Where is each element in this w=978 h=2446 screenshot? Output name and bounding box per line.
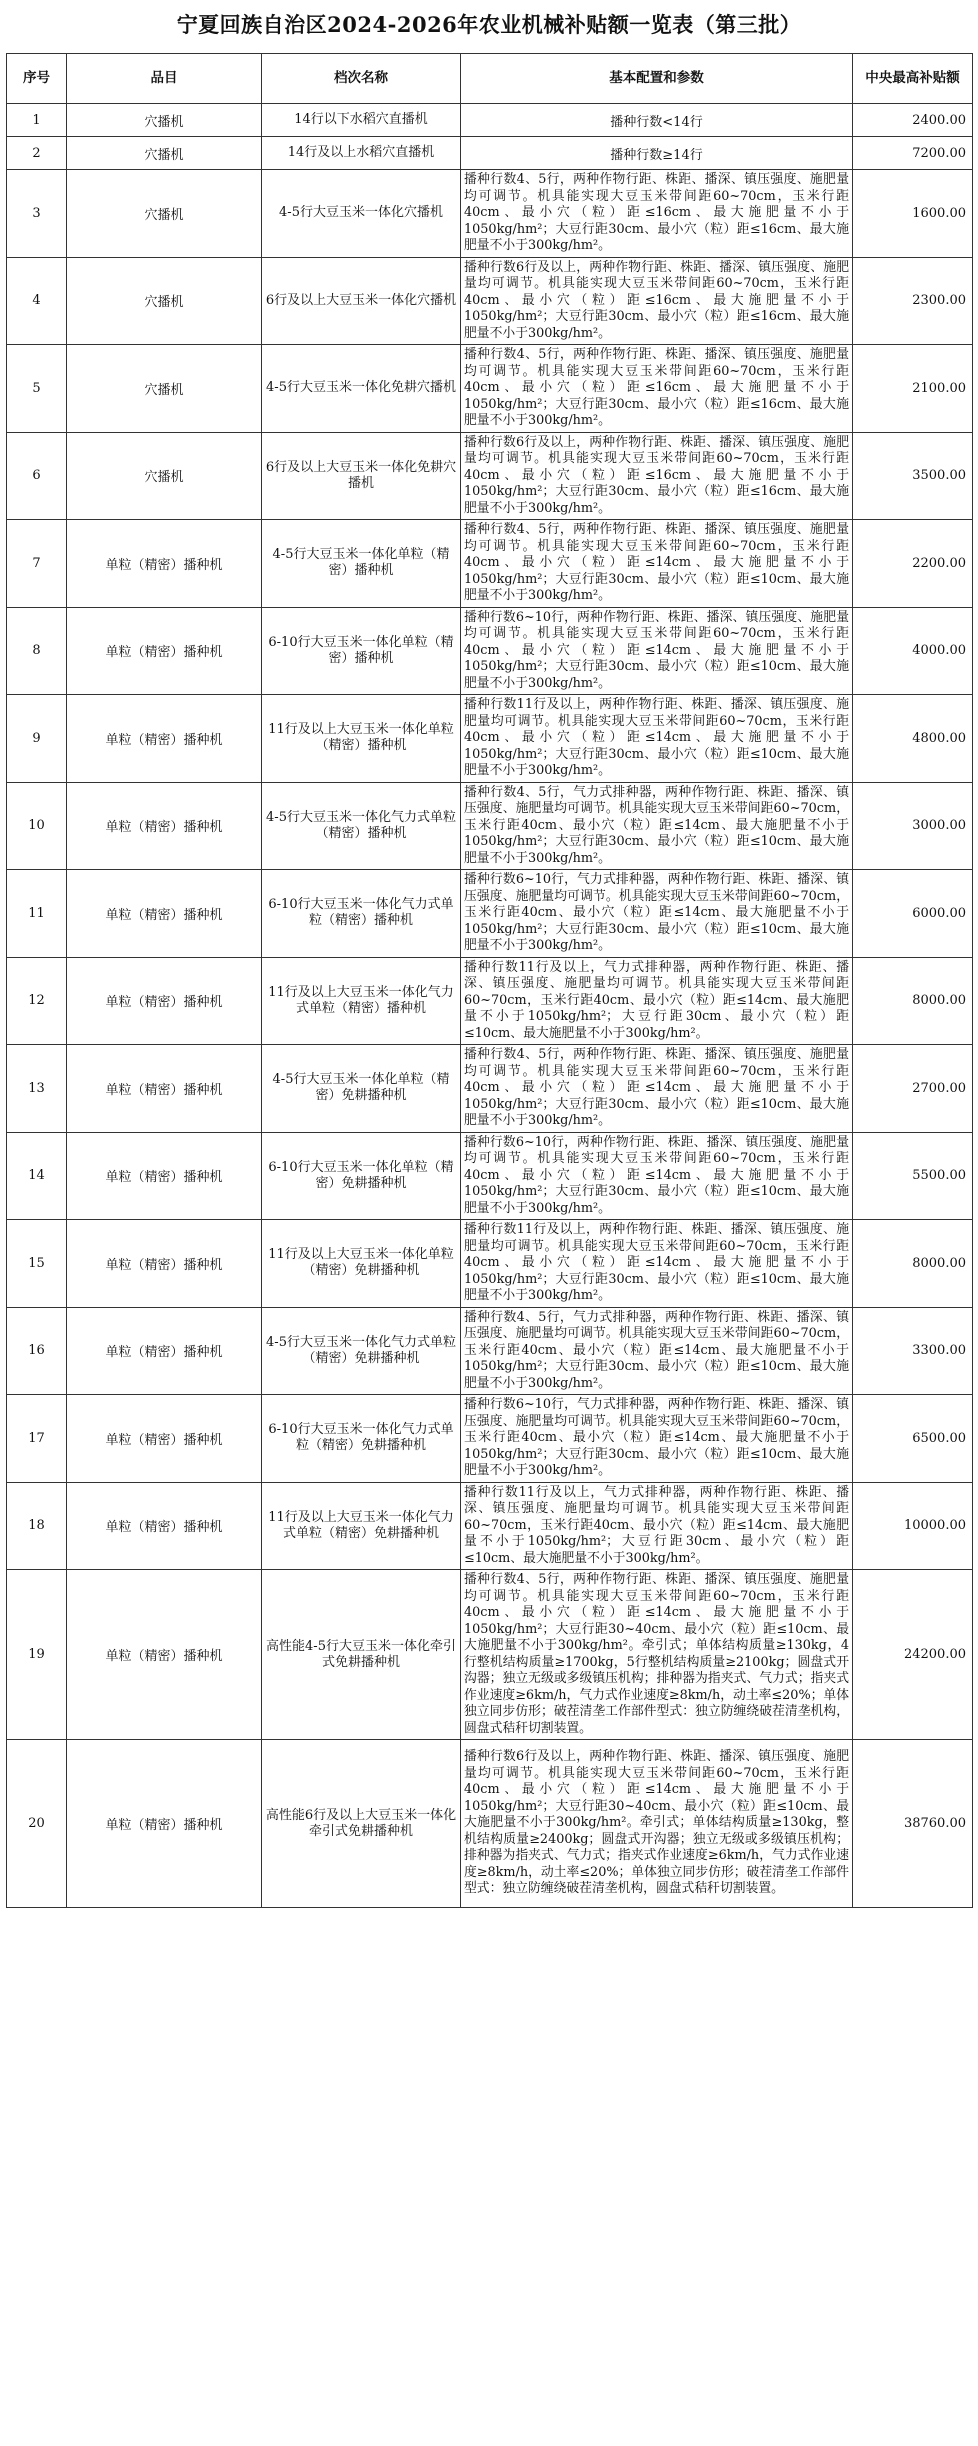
table-row — [7, 695, 973, 783]
row-amount: 8000.00 — [853, 957, 973, 1045]
row-amount: 3000.00 — [853, 782, 973, 870]
row-number: 15 — [7, 1220, 67, 1308]
row-params: 播种行数6~10行，气力式排种器，两种作物行距、株距、播深、镇压强度、施肥量均可调节。机具能实现大豆玉米带间距60~70cm，玉米行距40cm、最小穴（粒）距≤14cm、最大施肥量不小于1050kg/hm²；大豆行距30cm、最小穴（粒）距≤10cm、最大施肥量不小于300kg/hm²。 — [461, 870, 853, 958]
row-number: 9 — [7, 695, 67, 783]
table-row — [7, 870, 973, 958]
row-amount: 4800.00 — [853, 695, 973, 783]
row-grade: 6-10行大豆玉米一体化单粒（精密）免耕播种机 — [262, 1132, 461, 1220]
row-item: 单粒（精密）播种机 — [67, 1220, 262, 1308]
row-grade: 4-5行大豆玉米一体化穴播机 — [262, 170, 461, 258]
row-params: 播种行数6行及以上，两种作物行距、株距、播深、镇压强度、施肥量均可调节。机具能实现大豆玉米带间距60~70cm，玉米行距40cm、最小穴（粒）距≤16cm、最大施肥量不小于1050kg/hm²；大豆行距30cm、最小穴（粒）距≤16cm、最大施肥量不小于300kg/hm²。 — [461, 257, 853, 345]
table-row — [7, 257, 973, 345]
row-number: 7 — [7, 520, 67, 608]
row-amount: 2200.00 — [853, 520, 973, 608]
table-row — [7, 1045, 973, 1133]
row-params: 播种行数4、5行，气力式排种器，两种作物行距、株距、播深、镇压强度、施肥量均可调节。机具能实现大豆玉米带间距60~70cm，玉米行距40cm、最小穴（粒）距≤14cm、最大施肥量不小于1050kg/hm²；大豆行距30cm、最小穴（粒）距≤10cm、最大施肥量不小于300kg/hm²。 — [461, 782, 853, 870]
row-number: 4 — [7, 257, 67, 345]
table-row — [7, 170, 973, 258]
row-params: 播种行数6~10行，两种作物行距、株距、播深、镇压强度、施肥量均可调节。机具能实现大豆玉米带间距60~70cm，玉米行距40cm、最小穴（粒）距≤14cm、最大施肥量不小于1050kg/hm²；大豆行距30cm、最小穴（粒）距≤10cm、最大施肥量不小于300kg/hm²。 — [461, 607, 853, 695]
row-item: 穴播机 — [67, 257, 262, 345]
row-grade: 6-10行大豆玉米一体化气力式单粒（精密）播种机 — [262, 870, 461, 958]
row-item: 单粒（精密）播种机 — [67, 957, 262, 1045]
row-grade: 4-5行大豆玉米一体化免耕穴播机 — [262, 345, 461, 433]
table-row — [7, 1220, 973, 1308]
row-item: 穴播机 — [67, 137, 262, 170]
row-grade: 14行及以上水稻穴直播机 — [262, 137, 461, 170]
row-params: 播种行数≥14行 — [461, 137, 853, 170]
row-grade: 11行及以上大豆玉米一体化单粒（精密）播种机 — [262, 695, 461, 783]
row-number: 11 — [7, 870, 67, 958]
row-number: 8 — [7, 607, 67, 695]
row-amount: 6500.00 — [853, 1395, 973, 1483]
row-item: 单粒（精密）播种机 — [67, 1570, 262, 1740]
row-number: 10 — [7, 782, 67, 870]
row-grade: 6-10行大豆玉米一体化单粒（精密）播种机 — [262, 607, 461, 695]
row-params: 播种行数<14行 — [461, 104, 853, 137]
row-number: 14 — [7, 1132, 67, 1220]
row-grade: 6行及以上大豆玉米一体化穴播机 — [262, 257, 461, 345]
row-number: 3 — [7, 170, 67, 258]
row-params: 播种行数4、5行，两种作物行距、株距、播深、镇压强度、施肥量均可调节。机具能实现大豆玉米带间距60~70cm，玉米行距40cm、最小穴（粒）距≤16cm、最大施肥量不小于1050kg/hm²；大豆行距30cm、最小穴（粒）距≤16cm、最大施肥量不小于300kg/hm²。 — [461, 170, 853, 258]
row-amount: 3500.00 — [853, 432, 973, 520]
header-params: 基本配置和参数 — [461, 54, 853, 104]
row-number: 18 — [7, 1482, 67, 1570]
row-grade: 11行及以上大豆玉米一体化气力式单粒（精密）免耕播种机 — [262, 1482, 461, 1570]
row-grade: 4-5行大豆玉米一体化单粒（精密）免耕播种机 — [262, 1045, 461, 1133]
table-row — [7, 1307, 973, 1395]
row-amount: 5500.00 — [853, 1132, 973, 1220]
row-amount: 4000.00 — [853, 607, 973, 695]
row-grade: 4-5行大豆玉米一体化气力式单粒（精密）免耕播种机 — [262, 1307, 461, 1395]
row-item: 单粒（精密）播种机 — [67, 1740, 262, 1908]
table-row — [7, 957, 973, 1045]
page-title: 宁夏回族自治区2024-2026年农业机械补贴额一览表（第三批） — [176, 12, 802, 37]
row-amount: 6000.00 — [853, 870, 973, 958]
row-grade: 6-10行大豆玉米一体化气力式单粒（精密）免耕播种机 — [262, 1395, 461, 1483]
row-item: 单粒（精密）播种机 — [67, 1307, 262, 1395]
row-item: 单粒（精密）播种机 — [67, 1132, 262, 1220]
row-params: 播种行数6~10行，气力式排种器，两种作物行距、株距、播深、镇压强度、施肥量均可调节。机具能实现大豆玉米带间距60~70cm，玉米行距40cm、最小穴（粒）距≤14cm、最大施肥量不小于1050kg/hm²；大豆行距30cm、最小穴（粒）距≤10cm、最大施肥量不小于300kg/hm²。 — [461, 1395, 853, 1483]
row-amount: 1600.00 — [853, 170, 973, 258]
row-params: 播种行数11行及以上，两种作物行距、株距、播深、镇压强度、施肥量均可调节。机具能实现大豆玉米带间距60~70cm，玉米行距40cm、最小穴（粒）距≤14cm、最大施肥量不小于1050kg/hm²；大豆行距30cm、最小穴（粒）距≤10cm、最大施肥量不小于300kg/hm²。 — [461, 1220, 853, 1308]
row-item: 穴播机 — [67, 104, 262, 137]
table-header-row — [7, 54, 973, 104]
row-item: 穴播机 — [67, 432, 262, 520]
table-row — [7, 137, 973, 170]
row-item: 单粒（精密）播种机 — [67, 520, 262, 608]
row-params: 播种行数11行及以上，两种作物行距、株距、播深、镇压强度、施肥量均可调节。机具能实现大豆玉米带间距60~70cm，玉米行距40cm、最小穴（粒）距≤14cm、最大施肥量不小于1050kg/hm²；大豆行距30cm、最小穴（粒）距≤10cm、最大施肥量不小于300kg/hm²。 — [461, 695, 853, 783]
table-row — [7, 1570, 973, 1740]
row-amount: 2300.00 — [853, 257, 973, 345]
row-amount: 10000.00 — [853, 1482, 973, 1570]
row-number: 12 — [7, 957, 67, 1045]
table-body — [7, 104, 973, 1908]
row-number: 5 — [7, 345, 67, 433]
row-number: 6 — [7, 432, 67, 520]
row-params: 播种行数11行及以上，气力式排种器，两种作物行距、株距、播深、镇压强度、施肥量均可调节。机具能实现大豆玉米带间距60~70cm，玉米行距40cm、最小穴（粒）距≤14cm、最大施肥量不小于1050kg/hm²；大豆行距30cm、最小穴（粒）距≤10cm、最大施肥量不小于300kg/hm²。 — [461, 1482, 853, 1570]
row-amount: 7200.00 — [853, 137, 973, 170]
row-params: 播种行数11行及以上，气力式排种器，两种作物行距、株距、播深、镇压强度、施肥量均可调节。机具能实现大豆玉米带间距60~70cm，玉米行距40cm、最小穴（粒）距≤14cm、最大施肥量不小于1050kg/hm²；大豆行距30cm、最小穴（粒）距≤10cm、最大施肥量不小于300kg/hm²。 — [461, 957, 853, 1045]
row-grade: 4-5行大豆玉米一体化气力式单粒（精密）播种机 — [262, 782, 461, 870]
row-params: 播种行数4、5行，两种作物行距、株距、播深、镇压强度、施肥量均可调节。机具能实现大豆玉米带间距60~70cm，玉米行距40cm、最小穴（粒）距≤16cm、最大施肥量不小于1050kg/hm²；大豆行距30cm、最小穴（粒）距≤16cm、最大施肥量不小于300kg/hm²。 — [461, 345, 853, 433]
table-row — [7, 345, 973, 433]
table-row — [7, 104, 973, 137]
row-amount: 38760.00 — [853, 1740, 973, 1908]
row-params: 播种行数6行及以上，两种作物行距、株距、播深、镇压强度、施肥量均可调节。机具能实现大豆玉米带间距60~70cm，玉米行距40cm、最小穴（粒）距≤14cm、最大施肥量不小于1050kg/hm²；大豆行距30~40cm、最小穴（粒）距≤10cm、最大施肥量不小于300kg/hm²。牵引式；单体结构质量≥130kg，整机结构质量≥2400kg；圆盘式开沟器；独立无级或多级镇压机构；排种器为指夹式、气力式；指夹式作业速度≥6km/h，气力式作业速度≥8km/h，动土率≤20%；单体独立同步仿形；破茬清垄工作部件型式：独立防缠绕破茬清垄机构，圆盘式秸秆切割装置。 — [461, 1740, 853, 1908]
row-amount: 3300.00 — [853, 1307, 973, 1395]
row-item: 单粒（精密）播种机 — [67, 782, 262, 870]
row-item: 单粒（精密）播种机 — [67, 1395, 262, 1483]
row-item: 单粒（精密）播种机 — [67, 695, 262, 783]
row-number: 16 — [7, 1307, 67, 1395]
table-row — [7, 1740, 973, 1908]
row-amount: 2700.00 — [853, 1045, 973, 1133]
row-number: 17 — [7, 1395, 67, 1483]
row-grade: 14行以下水稻穴直播机 — [262, 104, 461, 137]
row-number: 13 — [7, 1045, 67, 1133]
header-grade: 档次名称 — [262, 54, 461, 104]
table-row — [7, 782, 973, 870]
row-params: 播种行数6~10行，两种作物行距、株距、播深、镇压强度、施肥量均可调节。机具能实现大豆玉米带间距60~70cm，玉米行距40cm、最小穴（粒）距≤14cm、最大施肥量不小于1050kg/hm²；大豆行距30cm、最小穴（粒）距≤10cm、最大施肥量不小于300kg/hm²。 — [461, 1132, 853, 1220]
row-grade: 高性能6行及以上大豆玉米一体化牵引式免耕播种机 — [262, 1740, 461, 1908]
table-row — [7, 432, 973, 520]
row-params: 播种行数4、5行，气力式排种器，两种作物行距、株距、播深、镇压强度、施肥量均可调节。机具能实现大豆玉米带间距60~70cm，玉米行距40cm、最小穴（粒）距≤14cm、最大施肥量不小于1050kg/hm²；大豆行距30cm、最小穴（粒）距≤10cm、最大施肥量不小于300kg/hm²。 — [461, 1307, 853, 1395]
row-item: 单粒（精密）播种机 — [67, 870, 262, 958]
row-amount: 2400.00 — [853, 104, 973, 137]
header-no: 序号 — [7, 54, 67, 104]
header-item: 品目 — [67, 54, 262, 104]
row-amount: 2100.00 — [853, 345, 973, 433]
row-grade: 6行及以上大豆玉米一体化免耕穴播机 — [262, 432, 461, 520]
row-grade: 高性能4-5行大豆玉米一体化牵引式免耕播种机 — [262, 1570, 461, 1740]
row-item: 单粒（精密）播种机 — [67, 607, 262, 695]
row-grade: 4-5行大豆玉米一体化单粒（精密）播种机 — [262, 520, 461, 608]
header-amount: 中央最高补贴额 — [853, 54, 973, 104]
row-item: 穴播机 — [67, 170, 262, 258]
row-grade: 11行及以上大豆玉米一体化单粒（精密）免耕播种机 — [262, 1220, 461, 1308]
row-amount: 24200.00 — [853, 1570, 973, 1740]
row-params: 播种行数4、5行，两种作物行距、株距、播深、镇压强度、施肥量均可调节。机具能实现大豆玉米带间距60~70cm，玉米行距40cm、最小穴（粒）距≤14cm、最大施肥量不小于1050kg/hm²；大豆行距30cm、最小穴（粒）距≤10cm、最大施肥量不小于300kg/hm²。 — [461, 520, 853, 608]
row-item: 穴播机 — [67, 345, 262, 433]
subsidy-table — [6, 53, 973, 1908]
row-item: 单粒（精密）播种机 — [67, 1045, 262, 1133]
table-row — [7, 1132, 973, 1220]
table-row — [7, 607, 973, 695]
row-number: 1 — [7, 104, 67, 137]
row-number: 19 — [7, 1570, 67, 1740]
table-row — [7, 1395, 973, 1483]
row-params: 播种行数4、5行，两种作物行距、株距、播深、镇压强度、施肥量均可调节。机具能实现大豆玉米带间距60~70cm，玉米行距40cm、最小穴（粒）距≤14cm、最大施肥量不小于1050kg/hm²；大豆行距30cm、最小穴（粒）距≤10cm、最大施肥量不小于300kg/hm²。 — [461, 1045, 853, 1133]
row-params: 播种行数4、5行，两种作物行距、株距、播深、镇压强度、施肥量均可调节。机具能实现大豆玉米带间距60~70cm，玉米行距40cm、最小穴（粒）距≤14cm、最大施肥量不小于1050kg/hm²；大豆行距30~40cm、最小穴（粒）距≤10cm、最大施肥量不小于300kg/hm²。牵引式；单体结构质量≥130kg，4行整机结构质量≥1700kg，5行整机结构质量≥2100kg；圆盘式开沟器；独立无级或多级镇压机构；排种器为指夹式、气力式；指夹式作业速度≥6km/h，气力式作业速度≥8km/h，动土率≤20%；单体独立同步仿形；破茬清垄工作部件型式：独立防缠绕破茬清垄机构，圆盘式秸秆切割装置。 — [461, 1570, 853, 1740]
row-number: 20 — [7, 1740, 67, 1908]
row-amount: 8000.00 — [853, 1220, 973, 1308]
table-row — [7, 1482, 973, 1570]
row-params: 播种行数6行及以上，两种作物行距、株距、播深、镇压强度、施肥量均可调节。机具能实现大豆玉米带间距60~70cm，玉米行距40cm、最小穴（粒）距≤16cm、最大施肥量不小于1050kg/hm²；大豆行距30cm、最小穴（粒）距≤16cm、最大施肥量不小于300kg/hm²。 — [461, 432, 853, 520]
row-number: 2 — [7, 137, 67, 170]
row-grade: 11行及以上大豆玉米一体化气力式单粒（精密）播种机 — [262, 957, 461, 1045]
table-row — [7, 520, 973, 608]
row-item: 单粒（精密）播种机 — [67, 1482, 262, 1570]
